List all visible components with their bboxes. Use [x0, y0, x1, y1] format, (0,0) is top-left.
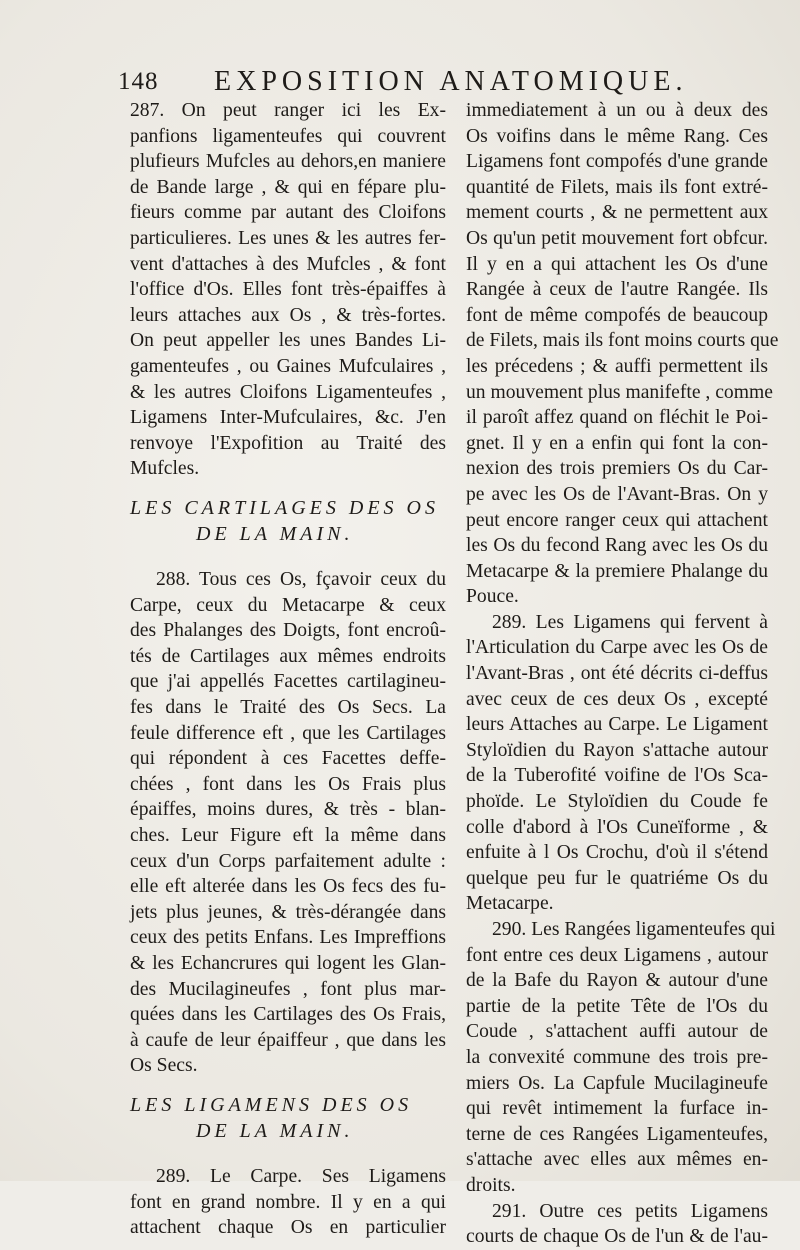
paragraph-continued	[466, 98, 779, 610]
text-line: fes dans le Traité des Os Secs. La	[130, 697, 446, 719]
text-line: Os qu'un petit mouvement fort obfcur.	[466, 227, 768, 249]
text-line: courts de chaque Os de l'un & de l'au-	[466, 1226, 768, 1248]
text-line: s'attache avec elles aux mêmes en-	[466, 1149, 768, 1171]
paragraph-290	[466, 917, 776, 1199]
text-line: miers Os. La Capfule Mucilagineufe	[466, 1072, 768, 1094]
heading-line: DE LA MAIN.	[196, 522, 354, 545]
text-line: Metacarpe & la premiere Phalange du	[466, 560, 768, 582]
text-line: Il y en a qui attachent les Os d'une	[466, 253, 768, 275]
text-line: vent d'attaches à des Mufcles , & font	[130, 253, 446, 275]
heading-line: DE LA MAIN.	[196, 1119, 354, 1142]
text-line: Ligamens Inter-Mufculaires, &c. J'en	[130, 407, 446, 429]
heading-line: LES CARTILAGES DES OS	[130, 496, 439, 519]
text-line: partie de la petite Tête de l'Os du	[466, 995, 768, 1017]
text-line: l'Avant-Bras , ont été décrits ci-deffus	[466, 663, 768, 685]
text-line: 287. On peut ranger ici les Ex-	[130, 100, 446, 121]
heading-ligamens	[130, 1093, 446, 1144]
left-column	[130, 98, 446, 1241]
text-line: qui répondent à ces Facettes deffe-	[130, 748, 446, 770]
heading-line: LES LIGAMENS DES OS	[130, 1093, 413, 1116]
text-line: les précedens ; & auffi permettent ils	[466, 355, 768, 377]
paragraph-289-articulation	[466, 610, 768, 917]
text-line: 289. Le Carpe. Ses Ligamens	[156, 1166, 446, 1188]
paragraph-291	[466, 1199, 768, 1250]
text-line: enfuite à l Os Crochu, d'où il s'étend	[466, 842, 768, 864]
text-line: à caufe de leur épaiffeur , que dans les	[130, 1029, 446, 1051]
text-line: de la Tuberofité voifine de l'Os Sca-	[466, 765, 768, 787]
text-line: Coude , s'attachent auffi autour de	[466, 1021, 768, 1043]
text-line: Mufcles.	[130, 458, 200, 480]
text-line: quelque peu fur le quatriéme Os du	[466, 867, 768, 889]
text-line: nexion des trois premiers Os du Car-	[466, 458, 768, 480]
text-line: ceux des petits Enfans. Les Impreffions	[130, 927, 446, 949]
page-number: 148	[118, 68, 159, 95]
text-line: de Bande large , & qui en fépare plu-	[130, 176, 446, 198]
text-line: plufieurs Mufcles au dehors,en maniere	[130, 151, 446, 173]
text-line: l'Articulation du Carpe avec les Os de	[466, 637, 768, 659]
text-line: de la Bafe du Rayon & autour d'une	[466, 970, 768, 992]
text-line: chées , font dans les Os Frais plus	[130, 773, 446, 795]
text-line: l'office d'Os. Elles font très-épaiffes à	[130, 279, 446, 301]
running-title: EXPOSITION ANATOMIQUE.	[214, 66, 688, 97]
text-line: peut encore ranger ceux qui attachent	[466, 509, 768, 531]
text-line: Os voifins dans le même Rang. Ces	[466, 125, 768, 147]
text-line: la convexité commune des trois pre-	[466, 1046, 768, 1068]
text-line: 291. Outre ces petits Ligamens	[492, 1200, 768, 1222]
text-line: un mouvement plus manifefte , comme	[466, 381, 773, 403]
text-line: Styloïdien du Rayon s'attache autour	[466, 739, 768, 761]
text-line: Os Secs.	[130, 1055, 198, 1077]
text-line: attachent chaque Os en particulier	[130, 1217, 446, 1239]
text-line: de Filets, mais ils font moins courts que	[466, 330, 779, 352]
text-line: terne de ces Rangées Ligamenteufes,	[466, 1123, 768, 1145]
text-line: que j'ai appellés Facettes cartilagineu-	[130, 671, 446, 693]
text-line: Rangée à ceux de l'autre Rangée. Ils	[466, 279, 768, 301]
text-line: 289. Les Ligamens qui fervent à	[492, 611, 768, 633]
text-line: avec ceux de ces deux Os , excepté	[466, 688, 768, 710]
text-line: droits.	[466, 1174, 516, 1196]
text-line: qui revêt intimement la furface in-	[466, 1098, 768, 1120]
text-line: renvoye l'Expofition au Traité des	[130, 432, 446, 454]
text-line: font en grand nombre. Il y en a qui	[130, 1191, 446, 1213]
text-line: panfions ligamenteufes qui couvrent	[130, 125, 446, 147]
text-line: fieurs comme par autant des Cloifons	[130, 202, 446, 224]
text-line: & les autres Cloifons Ligamenteufes ,	[130, 381, 446, 403]
text-line: phoïde. Le Styloïdien du Coude fe	[466, 791, 768, 813]
text-line: 290. Les Rangées ligamenteufes qui	[492, 919, 776, 940]
text-line: épaiffes, moins dures, & très - blan-	[130, 799, 446, 821]
right-column	[466, 98, 779, 1250]
text-line: leurs attaches aux Os , & très-fortes.	[130, 304, 446, 326]
text-line: On peut appeller les unes Bandes Li-	[130, 330, 446, 352]
text-line: & les Echancrures qui logent les Glan-	[130, 953, 446, 974]
text-line: les Os du fecond Rang avec les Os du	[466, 535, 768, 557]
text-line: colle d'abord à l'Os Cuneïforme , &	[466, 816, 768, 838]
text-line: font entre ces deux Ligamens , autour	[466, 944, 768, 966]
text-line: gamenteufes , ou Gaines Mufculaires ,	[130, 355, 446, 377]
text-line: Ligamens font compofés d'une grande	[466, 151, 768, 173]
text-line: des Mucilagineufes , font plus mar-	[130, 978, 446, 1000]
text-line: 288. Tous ces Os, fçavoir ceux du	[156, 569, 446, 591]
text-line: quées dans les Cartilages des Os Frais,	[130, 1004, 446, 1026]
text-line: gnet. Il y en a enfin qui font la con-	[466, 432, 768, 454]
text-line: elle eft alterée dans les Os fecs des fu-	[130, 876, 446, 898]
text-line: jets plus jeunes, & très-dérangée dans	[130, 901, 446, 923]
text-line: tés de Cartilages aux mêmes endroits	[130, 645, 446, 667]
text-line: particulieres. Les unes & les autres fer-	[130, 227, 446, 249]
text-line: Pouce.	[466, 586, 519, 608]
text-line: quantité de Filets, mais ils font extré-	[466, 176, 768, 198]
paragraph-289-carpe	[130, 1164, 446, 1241]
text-line: leurs Attaches au Carpe. Le Ligament	[466, 714, 768, 736]
text-line: il paroît affez quand on fléchit le Poi-	[466, 407, 768, 429]
text-line: ceux d'un Corps parfaitement adulte :	[130, 850, 446, 872]
heading-cartilages	[130, 496, 446, 547]
text-line: mement courts , & ne permettent aux	[466, 202, 768, 224]
paragraph-287	[130, 98, 446, 482]
text-line: ches. Leur Figure eft la même dans	[130, 825, 446, 847]
text-line: Metacarpe.	[466, 893, 554, 915]
text-line: pe avec les Os de l'Avant-Bras. On y	[466, 483, 768, 505]
text-line: feule difference eft , que les Cartilages	[130, 722, 446, 744]
text-line: des Phalanges des Doigts, font encroû-	[130, 620, 446, 642]
text-line: font de même compofés de beaucoup	[466, 304, 768, 326]
text-line: immediatement à un ou à deux des	[466, 100, 768, 121]
paragraph-288	[130, 567, 446, 1079]
text-line: Carpe, ceux du Metacarpe & ceux	[130, 594, 446, 616]
